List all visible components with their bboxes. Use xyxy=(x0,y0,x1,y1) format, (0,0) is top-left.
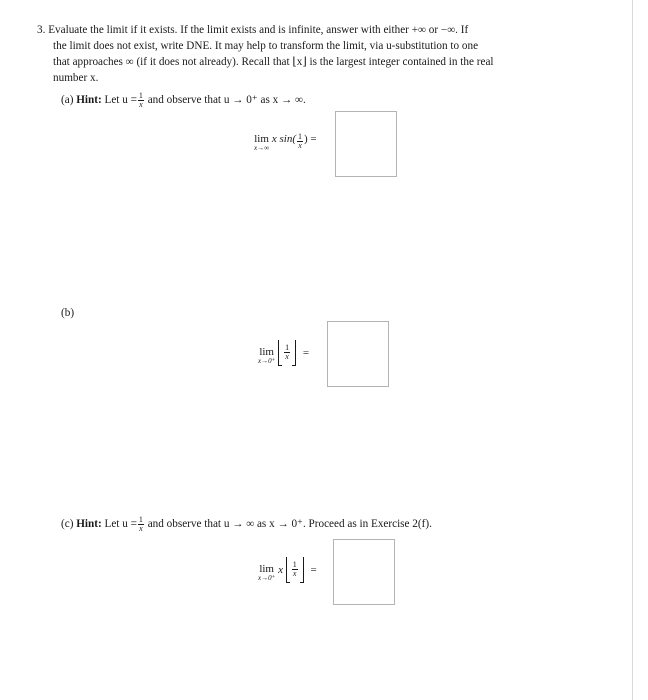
part-a-inner-fraction: $\frac{1}{x}$ xyxy=(298,132,302,150)
part-b-limit-expression: lim x→0⁺ $\frac{1}{x}$ = xyxy=(258,340,309,366)
problem-line-4: number x. xyxy=(53,72,99,84)
part-b-fraction: $\frac{1}{x}$ xyxy=(285,343,290,361)
part-a-label: (a) xyxy=(61,94,74,107)
part-b-floor-bracket xyxy=(278,340,296,366)
part-c-lim: lim x→0⁺ xyxy=(258,563,276,582)
part-a-hint-label: Hint: xyxy=(76,94,102,107)
part-a-answer-box[interactable] xyxy=(335,111,397,177)
part-a-hint: (a) Hint: Let u = $\frac{1}{x}$ and observe that u → 0⁺ as x → ∞. xyxy=(61,91,306,109)
part-c-hint-fraction: $\frac{1}{x}$ xyxy=(138,515,143,533)
part-c-limit-expression: lim x→0⁺ x $\frac{1}{x}$ = xyxy=(258,557,317,583)
part-c-hint-label: Hint: xyxy=(76,518,102,531)
part-b-label: (b) xyxy=(61,307,75,319)
part-b-answer-box[interactable] xyxy=(327,321,389,387)
part-c-hint: (c) Hint: Let u = $\frac{1}{x}$ and observe that u → ∞ as x → 0⁺. Proceed as in Exercise 2(f). xyxy=(61,515,432,533)
part-a-hint-fraction: $\frac{1}{x}$ xyxy=(138,91,143,109)
part-a-lim: lim x→∞ xyxy=(254,133,270,152)
part-b-lim: lim x→0⁺ xyxy=(258,346,276,365)
part-c-floor-bracket xyxy=(286,557,304,583)
problem-line-3: that approaches ∞ (if it does not already). Recall that ⌊x⌋ is the largest integer contained in the real xyxy=(53,56,494,68)
problem-line-2: the limit does not exist, write DNE. It may help to transform the limit, via u-substitution to one xyxy=(53,40,479,52)
part-c-fraction: $\frac{1}{x}$ xyxy=(292,560,297,578)
problem-number: 3. xyxy=(37,24,46,36)
part-c-answer-box[interactable] xyxy=(333,539,395,605)
part-c-label: (c) xyxy=(61,518,74,531)
part-a-limit-expression: lim x→∞ x sin( $\frac{1}{x}$ ) = xyxy=(254,132,317,152)
page-edge-rule xyxy=(632,0,633,700)
problem-line-1: 3. Evaluate the limit if it exists. If the limit exists and is infinite, answer with either +∞ or −∞. If xyxy=(37,24,469,36)
problem-statement xyxy=(37,22,577,86)
